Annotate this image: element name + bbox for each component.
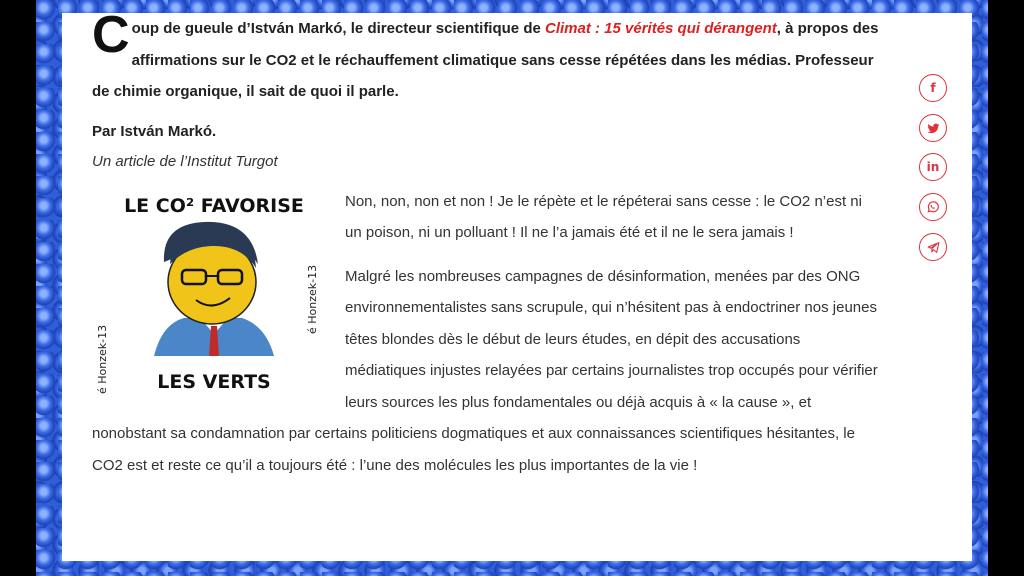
intro-text-end: , à propos des affirmations sur le CO2 et le réchauffement climatique sans cesse répétées dans les médias. Professeur de chimie organique, il sait de quoi il parle. (92, 20, 879, 100)
cartoon-signature-right: é Honzek-13 (306, 264, 319, 334)
intro-text-start: oup de gueule d’István Markó, le directeur scientifique de (131, 20, 545, 37)
body-paragraph-1: Non, non, non et non ! Je le répète et le répéterai sans cesse : le CO2 n’est ni un poison, ni un polluant ! Il ne l’a jamais été et il ne le sera jamais ! (345, 192, 862, 241)
twitter-share-button[interactable] (919, 114, 947, 142)
facebook-icon: f (930, 81, 936, 95)
article-card (62, 13, 972, 561)
telegram-share-button[interactable] (919, 233, 947, 261)
linkedin-share-button[interactable] (919, 153, 947, 181)
drop-cap: C (92, 13, 130, 64)
twitter-icon (927, 122, 940, 135)
body-paragraph-2: Malgré les nombreuses campagnes de désinformation, menées par des ONG environnementalistes sans scrupule, qui n’hésitent pas à endoctriner nos jeunes têtes blondes dès le début de leurs études, en dépit des accusations médiatiques injustes relayées par certains journalistes trop occupés pour vérifier leurs sources les plus fondamentales ou déjà acquis à « la cause », et nonobstant sa condamnation par certains politiciens dogmatiques et aux connaissances scientifiques hésitantes, le CO2 est et reste ce qu’il a toujours été : l’une des molécules les plus importantes de la vie ! (92, 267, 878, 474)
cartoon-image (92, 184, 327, 399)
article-intro (92, 13, 882, 108)
whatsapp-icon (926, 200, 940, 214)
author-line: Par István Markó. (92, 122, 217, 140)
article-content (92, 13, 882, 491)
source-line: Un article de l’Institut Turgot (92, 152, 278, 170)
linkedin-icon: in (926, 160, 940, 174)
facebook-share-button[interactable] (919, 74, 947, 102)
cartoon-caption-top: LE CO² FAVORISE (124, 194, 304, 217)
cartoon-signature-left: é Honzek-13 (96, 324, 109, 394)
book-title-link[interactable]: Climat : 15 vérités qui dérangent (545, 20, 777, 37)
whatsapp-share-button[interactable] (919, 193, 947, 221)
telegram-icon (927, 241, 940, 254)
cartoon-caption-bottom: LES VERTS (157, 370, 271, 393)
cartoon-drawing (92, 184, 327, 399)
